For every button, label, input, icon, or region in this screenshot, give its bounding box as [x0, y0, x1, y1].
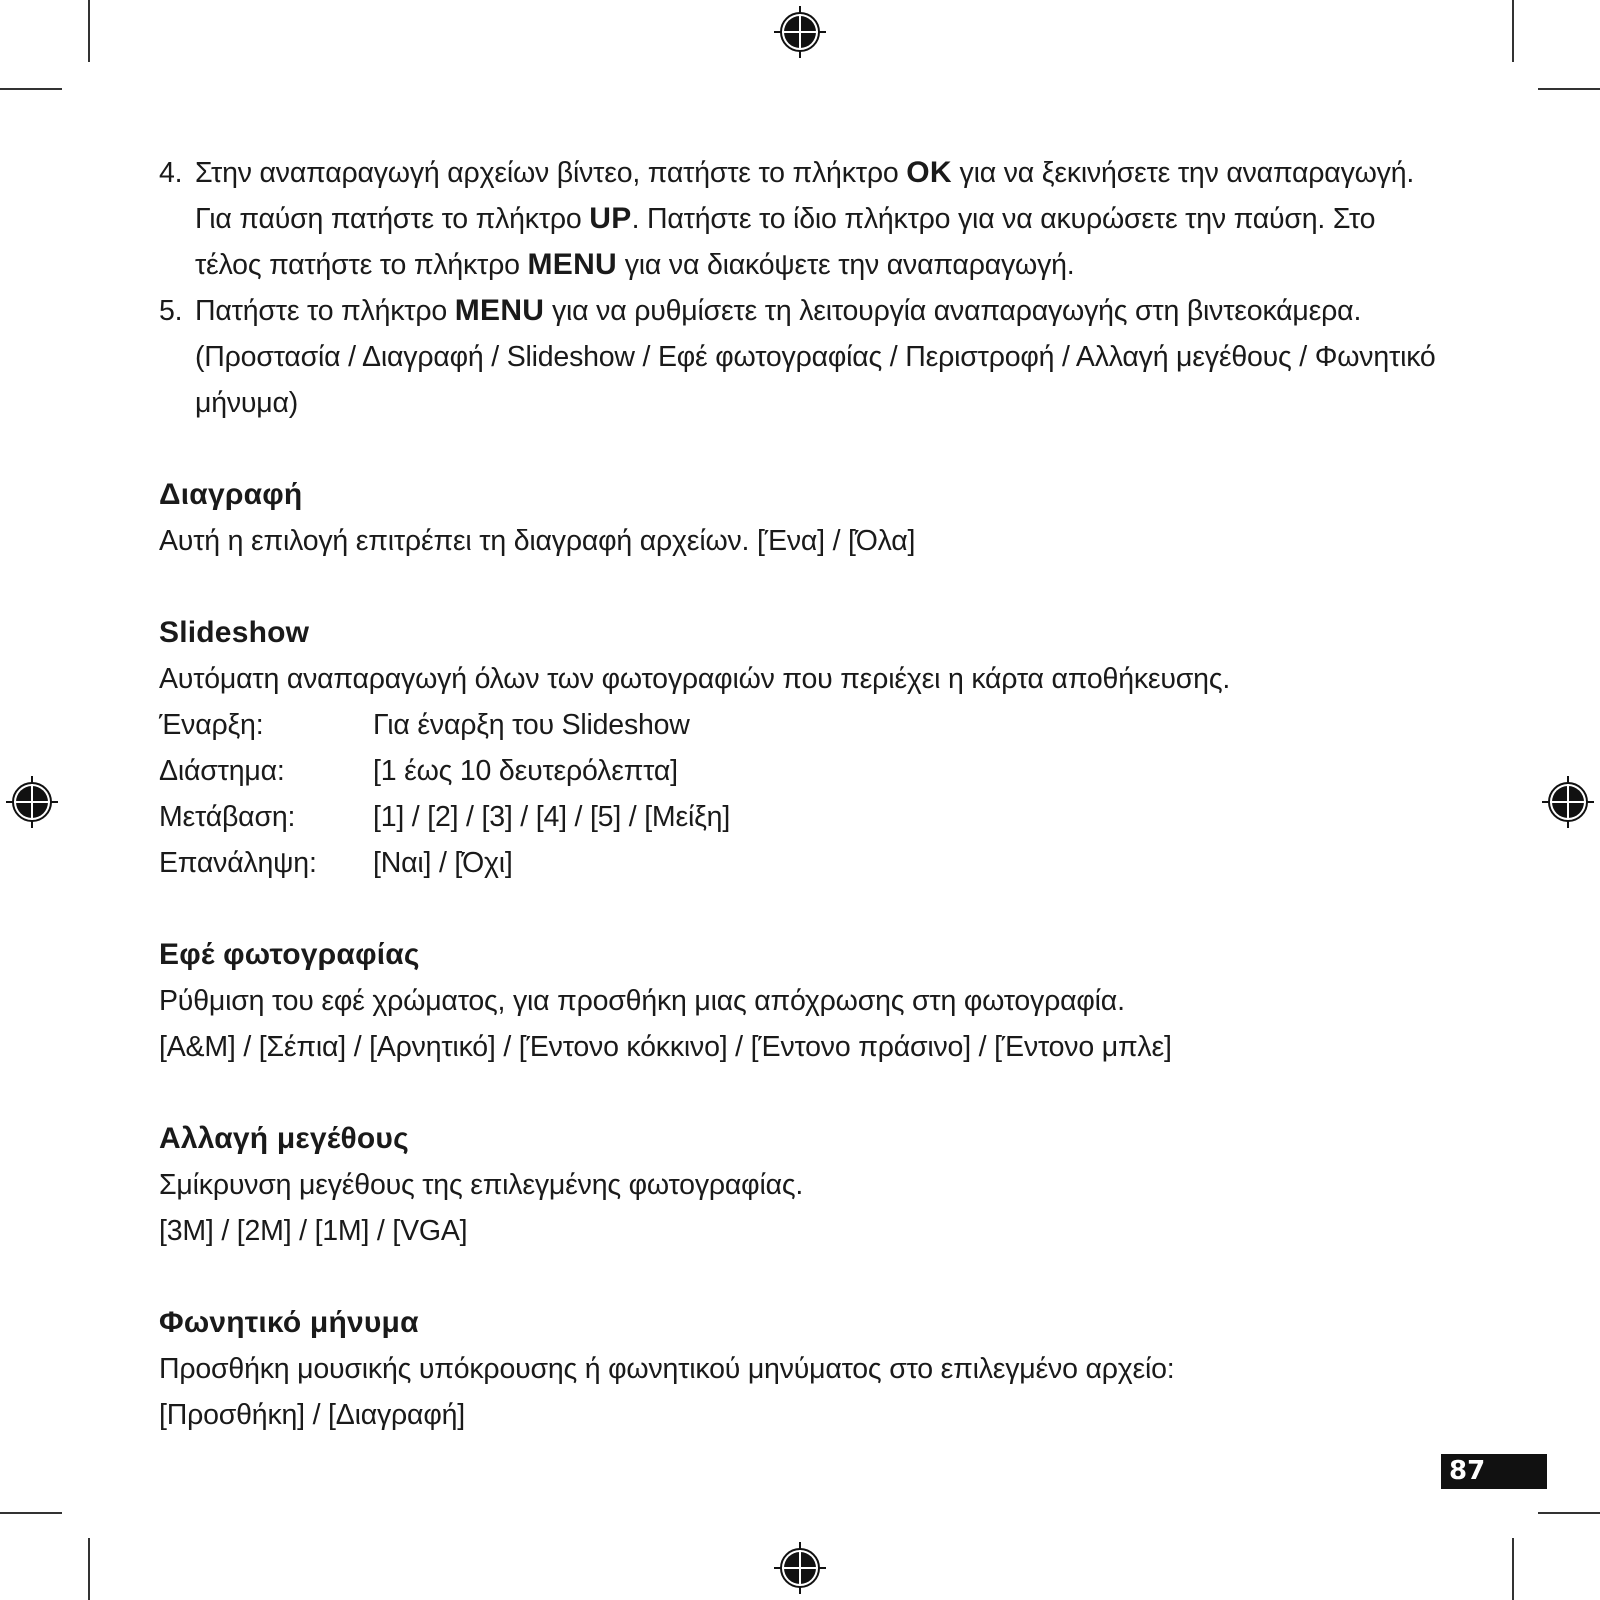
- list-item-text: [195, 150, 1439, 288]
- setting-value: [1 έως 10 δευτερόλεπτα]: [373, 755, 678, 787]
- setting-label: Μετάβαση:: [159, 801, 296, 833]
- trim-mark-top-left-h: [0, 88, 62, 90]
- section-title: Εφέ φωτογραφίας: [159, 938, 420, 971]
- key-menu: MENU: [454, 294, 545, 327]
- text-run: για να ξεκινήσετε την αναπαραγωγή. Για παύση πατήστε το πλήκτρο: [195, 157, 1415, 235]
- section-delete: [159, 472, 1439, 564]
- text-run: Στην αναπαραγωγή αρχείων βίντεο, πατήστε το πλήκτρο: [195, 157, 907, 189]
- section-resize: [159, 1116, 1439, 1254]
- text-run: . Πατήστε το ίδιο πλήκτρο για να ακυρώσετε την παύση. Στο τέλος πατήστε το πλήκτρο: [195, 203, 1376, 281]
- section-text: Προσθήκη μουσικής υπόκρουσης ή φωνητικού μηνύματος στο επιλεγμένο αρχείο:: [159, 1353, 1175, 1385]
- trim-mark-bottom-right-h: [1538, 1512, 1600, 1514]
- section-title: Φωνητικό μήνυμα: [159, 1306, 419, 1339]
- section-text: Ρύθμιση του εφέ χρώματος, για προσθήκη μιας απόχρωσης στη φωτογραφία.: [159, 985, 1125, 1017]
- section-text: Σμίκρυνση μεγέθους της επιλεγμένης φωτογραφίας.: [159, 1169, 804, 1201]
- registration-mark-icon: [6, 776, 58, 828]
- trim-mark-bottom-right-v: [1512, 1538, 1514, 1600]
- setting-label: Διάστημα:: [159, 755, 285, 787]
- text-run: Πατήστε το πλήκτρο: [195, 295, 455, 327]
- text-run: για να διακόψετε την αναπαραγωγή.: [617, 249, 1075, 281]
- setting-row: [159, 702, 1439, 748]
- key-menu: MENU: [527, 248, 618, 281]
- page-number: 87: [1441, 1454, 1547, 1489]
- list-item-text: [195, 288, 1439, 426]
- key-ok: OK: [906, 156, 952, 189]
- section-title: Slideshow: [159, 616, 310, 649]
- list-item-4: [159, 150, 1439, 288]
- setting-value: [Ναι] / [Όχι]: [373, 847, 513, 879]
- section-options: [A&M] / [Σέπια] / [Αρνητικό] / [Έντονο κόκκινο] / [Έντονο πράσινο] / [Έντονο μπλε]: [159, 1031, 1172, 1063]
- key-up: UP: [589, 202, 632, 235]
- section-photo-effect: [159, 932, 1439, 1070]
- text-run: για να ρυθμίσετε τη λειτουργία αναπαραγωγής στη βιντεοκάμερα.: [544, 295, 1362, 327]
- list-item-5: [159, 288, 1439, 426]
- setting-label: Επανάληψη:: [159, 847, 317, 879]
- list-item-number: 5.: [159, 295, 183, 327]
- section-text: Αυτόματη αναπαραγωγή όλων των φωτογραφιών που περιέχει η κάρτα αποθήκευσης.: [159, 663, 1231, 695]
- section-title: Διαγραφή: [159, 478, 303, 511]
- registration-mark-icon: [1542, 776, 1594, 828]
- setting-row: [159, 794, 1439, 840]
- setting-label: Έναρξη:: [159, 709, 264, 741]
- text-run: (Προστασία / Διαγραφή / Slideshow / Εφέ φωτογραφίας / Περιστροφή / Αλλαγή μεγέθους / Φωνητικό μήνυμα): [195, 341, 1436, 419]
- setting-row: [159, 748, 1439, 794]
- list-item-number: 4.: [159, 157, 183, 189]
- trim-mark-bottom-left-h: [0, 1512, 62, 1514]
- section-title: Αλλαγή μεγέθους: [159, 1122, 409, 1155]
- page-content: [159, 150, 1439, 1438]
- trim-mark-bottom-left-v: [88, 1538, 90, 1600]
- section-slideshow: [159, 610, 1439, 886]
- section-options: [Προσθήκη] / [Διαγραφή]: [159, 1399, 465, 1431]
- trim-mark-top-right-v: [1512, 0, 1514, 62]
- registration-mark-icon: [774, 6, 826, 58]
- setting-value: [1] / [2] / [3] / [4] / [5] / [Μείξη]: [373, 801, 731, 833]
- section-options: [3M] / [2M] / [1M] / [VGA]: [159, 1215, 468, 1247]
- trim-mark-top-right-h: [1538, 88, 1600, 90]
- trim-mark-top-left-v: [88, 0, 90, 62]
- setting-row: [159, 840, 1439, 886]
- setting-value: Για έναρξη του Slideshow: [373, 709, 690, 741]
- section-voice-memo: [159, 1300, 1439, 1438]
- section-text: Αυτή η επιλογή επιτρέπει τη διαγραφή αρχείων. [Ένα] / [Όλα]: [159, 525, 916, 557]
- registration-mark-icon: [774, 1542, 826, 1594]
